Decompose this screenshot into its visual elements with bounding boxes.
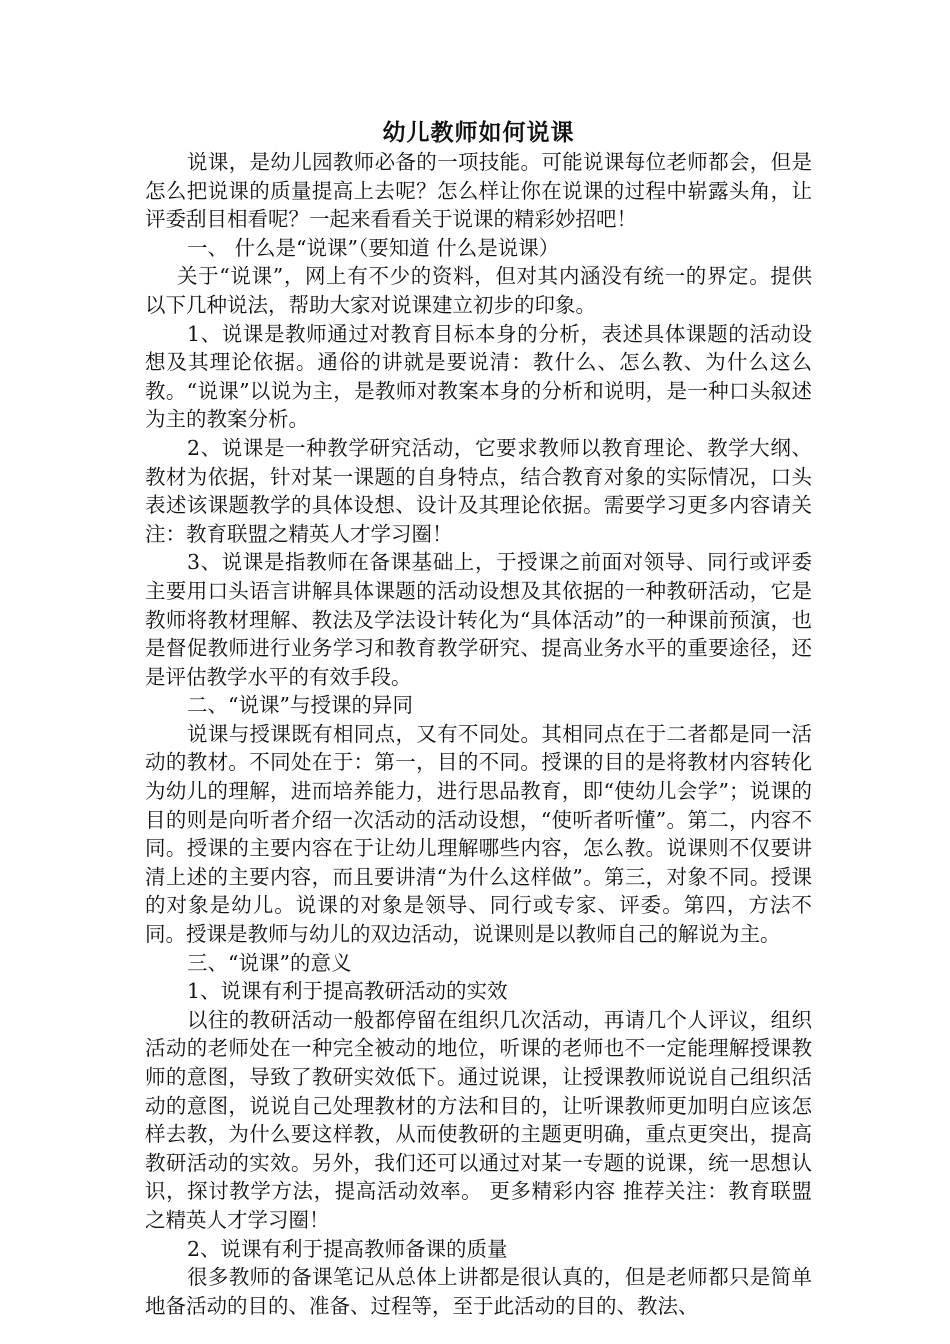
subsection-heading: 2、说课有利于提高教师备课的质量: [187, 1236, 508, 1261]
paragraph: 说课与授课既有相同点，又有不同处。其相同点在于二者都是同一活动的教材。不同处在于：第一，目的不同。授课的目的是将教材内容转化为幼儿的理解，进而培养能力，进行思品教育，即“使幼儿会学”；说课的目的则是向听者介绍一次活动的活动设想，“使听者听懂”。第二，内容不同。授课的主要内容在于让幼儿理解哪些内容，怎么教。说课则不仅要讲清上述的主要内容，而且要讲清“为什么这样做”。第三，对象不同。授课的对象是幼儿。说课的对象是领导、同行或专家、评委。第四，方法不同。授课是教师与幼儿的双边活动，说课则是以教师自己的解说为主。: [145, 721, 812, 947]
subsection-heading: 1、说课有利于提高教研活动的实效: [187, 979, 508, 1004]
section-heading-2: 二、“说课”与授课的异同: [187, 693, 413, 718]
paragraph: 以往的教研活动一般都停留在组织几次活动，再请几个人评议，组织活动的老师处在一种完全被动的地位，听课的老师也不一定能理解授课教师的意图，导致了教研实效低下。通过说课，让授课教师说说自己组织活动的意图，说说自己处理教材的方法和目的，让听课教师更加明白应该怎样去教，为什么要这样教，从而使教研的主题更明确，重点更突出，提高教研活动的实效。另外，我们还可以通过对某一专题的说课，统一思想认识，探讨教学方法，提高活动效率。 更多精彩内容 推荐关注：教育联盟之精英人才学习圈！: [145, 1007, 812, 1232]
document-title: 幼儿教师如何说课: [382, 119, 575, 146]
intro-paragraph: 说课，是幼儿园教师必备的一项技能。可能说课每位老师都会，但是怎么把说课的质量提高上去呢？怎么样让你在说课的过程中崭露头角，让评委刮目相看呢？一起来看看关于说课的精彩妙招吧！: [145, 150, 812, 232]
document-page: [145, 117, 812, 1320]
paragraph: 很多教师的备课笔记从总体上讲都是很认真的，但是老师都只是简单地备活动的目的、准备、过程等，至于此活动的目的、教法、: [145, 1265, 812, 1318]
paragraph: 2、说课是一种教学研究活动，它要求教师以教育理论、教学大纲、教材为依据，针对某一课题的自身特点，结合教育对象的实际情况，口头表述该课题教学的具体设想、设计及其理论依据。需要学习更多内容请关注：教育联盟之精英人才学习圈！: [145, 435, 812, 546]
section-heading-3: 三、“说课”的意义: [187, 950, 352, 975]
paragraph: 1、说课是教师通过对教育目标本身的分析，表述具体课题的活动设想及其理论依据。通俗的讲就是要说清：教什么、怎么教、为什么这么教。“说课”以说为主，是教师对教案本身的分析和说明，是一种口头叙述为主的教案分析。: [145, 321, 812, 432]
section-heading-1: 一、 什么是“说课”（要知道 什么是说课）: [187, 235, 560, 260]
paragraph: 3、说课是指教师在备课基础上，于授课之前面对领导、同行或评委主要用口头语言讲解具体课题的活动设想及其依据的一种教研活动，它是教师将教材理解、教法及学法设计转化为“具体活动”的一种课前预演，也是督促教师进行业务学习和教育教学研究、提高业务水平的重要途径，还是评估教学水平的有效手段。: [145, 550, 812, 689]
paragraph: 关于“说课”，网上有不少的资料，但对其内涵没有统一的界定。提供以下几种说法，帮助大家对说课建立初步的印象。: [145, 264, 812, 317]
